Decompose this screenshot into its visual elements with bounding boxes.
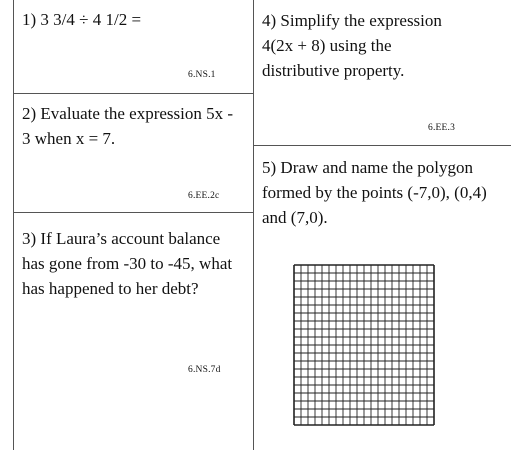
question-5-text: 5) Draw and name the polygon formed by the points (-7,0), (0,4) and (7,0). [262, 158, 487, 227]
left-divider-2 [13, 212, 253, 213]
left-border [13, 0, 14, 450]
question-4-standard: 6.EE.3 [428, 123, 456, 133]
graph-paper [293, 264, 435, 426]
question-1-text: 1) 3 3/4 ÷ 4 1/2 = [22, 10, 142, 29]
left-divider-1 [13, 93, 253, 94]
center-divider [253, 0, 254, 450]
question-2-standard: 6.EE.2c [188, 191, 220, 201]
question-2-text: 2) Evaluate the expression 5x - 3 when x = 7. [22, 104, 234, 148]
coordinate-grid [293, 264, 435, 431]
question-4-text: 4) Simplify the expression 4(2x + 8) using the distributive property. [262, 11, 442, 80]
question-3-standard: 6.NS.7d [188, 365, 221, 375]
right-divider-1 [253, 145, 511, 146]
question-1-standard: 6.NS.1 [188, 70, 216, 80]
question-3-text: 3) If Laura’s account balance has gone from -30 to -45, what has happened to her debt? [22, 229, 233, 298]
